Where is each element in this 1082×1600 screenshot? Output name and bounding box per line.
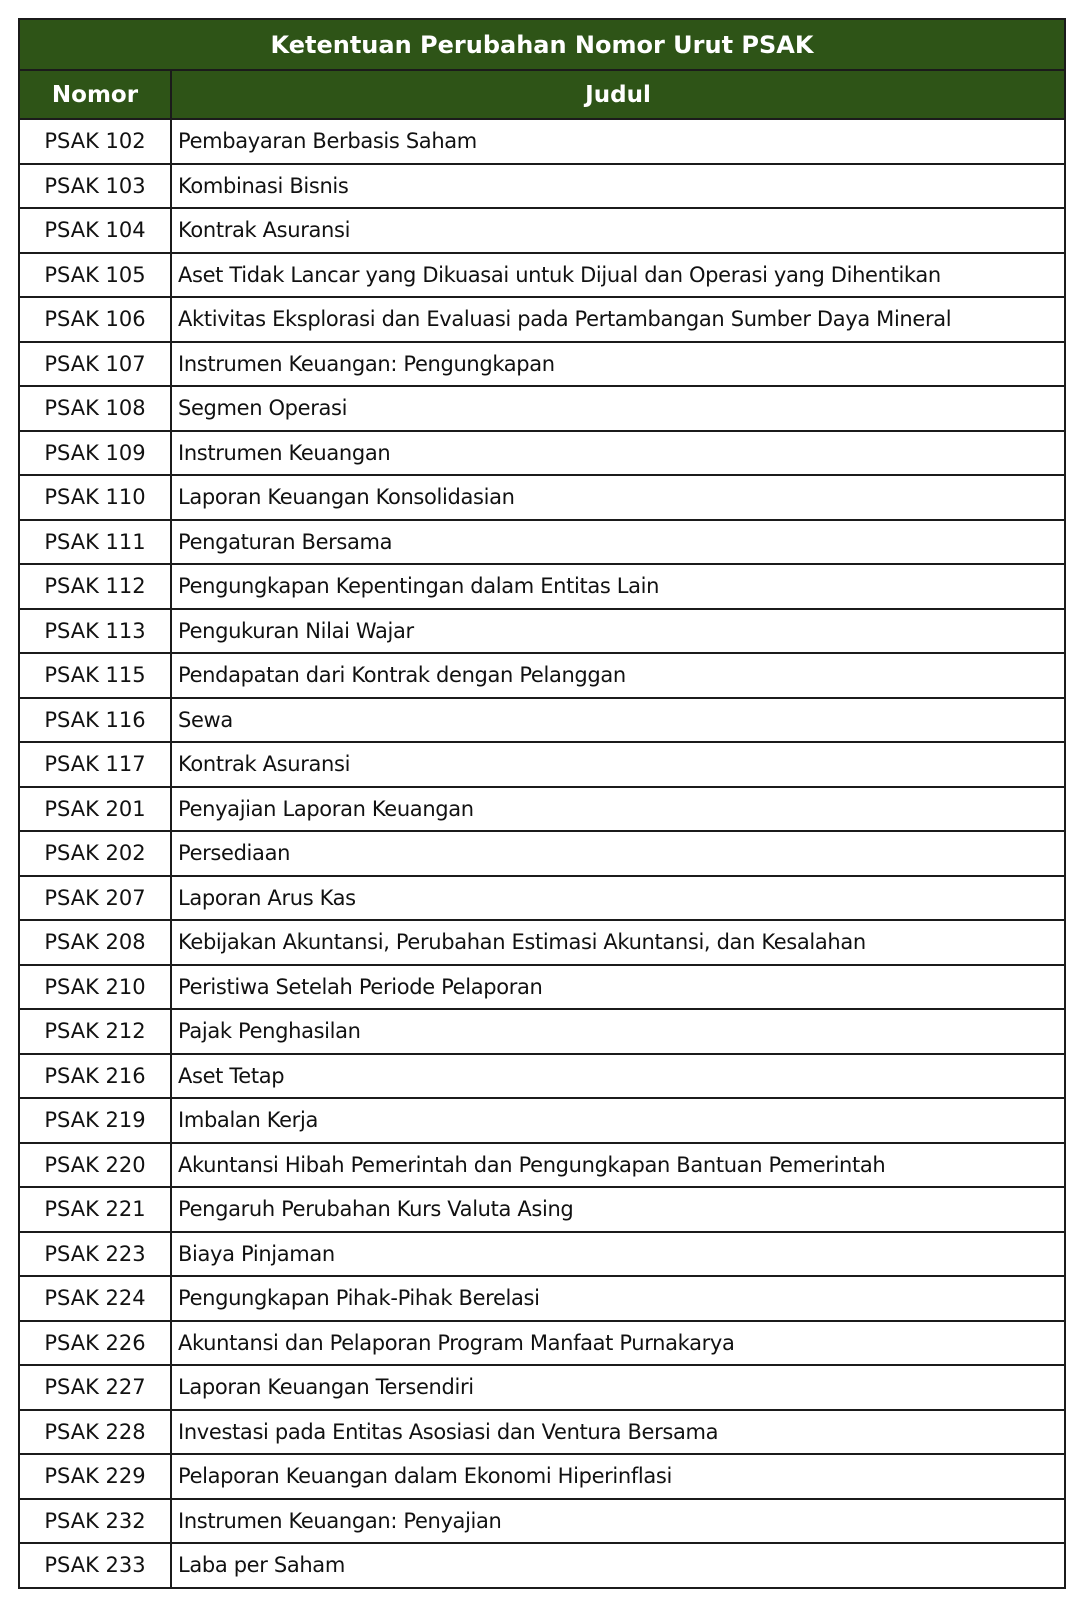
psak-table-container (18, 18, 1064, 1589)
cell-judul: Laporan Keuangan Tersendiri (171, 1365, 1065, 1410)
cell-judul: Pendapatan dari Kontrak dengan Pelanggan (171, 653, 1065, 698)
cell-nomor: PSAK 117 (19, 742, 171, 787)
table-row (19, 1276, 1065, 1321)
table-row (19, 920, 1065, 965)
cell-nomor: PSAK 232 (19, 1499, 171, 1544)
cell-judul: Pengaruh Perubahan Kurs Valuta Asing (171, 1187, 1065, 1232)
cell-judul: Instrumen Keuangan: Pengungkapan (171, 342, 1065, 387)
cell-nomor: PSAK 115 (19, 653, 171, 698)
cell-judul: Instrumen Keuangan: Penyajian (171, 1499, 1065, 1544)
cell-nomor: PSAK 110 (19, 475, 171, 520)
table-row (19, 119, 1065, 164)
table-row (19, 1365, 1065, 1410)
cell-judul: Investasi pada Entitas Asosiasi dan Ventura Bersama (171, 1410, 1065, 1455)
table-row (19, 1543, 1065, 1588)
cell-judul: Sewa (171, 698, 1065, 743)
column-header-nomor: Nomor (19, 70, 171, 119)
table-row (19, 1454, 1065, 1499)
cell-nomor: PSAK 221 (19, 1187, 171, 1232)
table-row (19, 431, 1065, 476)
cell-judul: Segmen Operasi (171, 386, 1065, 431)
cell-nomor: PSAK 219 (19, 1098, 171, 1143)
cell-nomor: PSAK 220 (19, 1143, 171, 1188)
cell-nomor: PSAK 109 (19, 431, 171, 476)
table-row (19, 876, 1065, 921)
cell-nomor: PSAK 229 (19, 1454, 171, 1499)
cell-judul: Aktivitas Eksplorasi dan Evaluasi pada Pertambangan Sumber Daya Mineral (171, 297, 1065, 342)
cell-judul: Pengukuran Nilai Wajar (171, 609, 1065, 654)
cell-judul: Pengungkapan Kepentingan dalam Entitas Lain (171, 564, 1065, 609)
cell-nomor: PSAK 227 (19, 1365, 171, 1410)
cell-nomor: PSAK 106 (19, 297, 171, 342)
cell-nomor: PSAK 113 (19, 609, 171, 654)
table-row (19, 1143, 1065, 1188)
cell-nomor: PSAK 108 (19, 386, 171, 431)
table-row (19, 1499, 1065, 1544)
cell-judul: Kebijakan Akuntansi, Perubahan Estimasi Akuntansi, dan Kesalahan (171, 920, 1065, 965)
table-row (19, 1098, 1065, 1143)
table-body (19, 119, 1065, 1588)
table-row (19, 1321, 1065, 1366)
cell-judul: Aset Tidak Lancar yang Dikuasai untuk Dijual dan Operasi yang Dihentikan (171, 253, 1065, 298)
table-row (19, 297, 1065, 342)
cell-judul: Instrumen Keuangan (171, 431, 1065, 476)
cell-judul: Persediaan (171, 831, 1065, 876)
cell-nomor: PSAK 223 (19, 1232, 171, 1277)
cell-judul: Aset Tetap (171, 1054, 1065, 1099)
cell-nomor: PSAK 102 (19, 119, 171, 164)
cell-nomor: PSAK 226 (19, 1321, 171, 1366)
table-row (19, 1232, 1065, 1277)
table-row (19, 742, 1065, 787)
cell-nomor: PSAK 104 (19, 208, 171, 253)
cell-judul: Biaya Pinjaman (171, 1232, 1065, 1277)
cell-judul: Laba per Saham (171, 1543, 1065, 1588)
cell-nomor: PSAK 224 (19, 1276, 171, 1321)
cell-judul: Pelaporan Keuangan dalam Ekonomi Hiperinflasi (171, 1454, 1065, 1499)
psak-number-change-table (18, 18, 1066, 1589)
cell-nomor: PSAK 207 (19, 876, 171, 921)
table-row (19, 164, 1065, 209)
table-row (19, 787, 1065, 832)
cell-judul: Pajak Penghasilan (171, 1009, 1065, 1054)
cell-nomor: PSAK 103 (19, 164, 171, 209)
table-row (19, 1187, 1065, 1232)
table-row (19, 1410, 1065, 1455)
table-row (19, 1009, 1065, 1054)
table-title-row (19, 19, 1065, 70)
table-row (19, 386, 1065, 431)
cell-nomor: PSAK 201 (19, 787, 171, 832)
table-row (19, 965, 1065, 1010)
cell-nomor: PSAK 233 (19, 1543, 171, 1588)
cell-nomor: PSAK 216 (19, 1054, 171, 1099)
table-row (19, 1054, 1065, 1099)
table-row (19, 698, 1065, 743)
cell-nomor: PSAK 107 (19, 342, 171, 387)
cell-judul: Kontrak Asuransi (171, 742, 1065, 787)
cell-judul: Akuntansi dan Pelaporan Program Manfaat Purnakarya (171, 1321, 1065, 1366)
cell-judul: Pengaturan Bersama (171, 520, 1065, 565)
column-header-judul: Judul (171, 70, 1065, 119)
cell-nomor: PSAK 212 (19, 1009, 171, 1054)
cell-judul: Kontrak Asuransi (171, 208, 1065, 253)
table-row (19, 342, 1065, 387)
cell-nomor: PSAK 210 (19, 965, 171, 1010)
table-row (19, 831, 1065, 876)
cell-nomor: PSAK 111 (19, 520, 171, 565)
table-row (19, 564, 1065, 609)
cell-nomor: PSAK 105 (19, 253, 171, 298)
cell-judul: Laporan Keuangan Konsolidasian (171, 475, 1065, 520)
cell-nomor: PSAK 228 (19, 1410, 171, 1455)
cell-judul: Kombinasi Bisnis (171, 164, 1065, 209)
cell-judul: Peristiwa Setelah Periode Pelaporan (171, 965, 1065, 1010)
cell-nomor: PSAK 202 (19, 831, 171, 876)
cell-judul: Akuntansi Hibah Pemerintah dan Pengungkapan Bantuan Pemerintah (171, 1143, 1065, 1188)
table-title: Ketentuan Perubahan Nomor Urut PSAK (19, 19, 1065, 70)
table-row (19, 253, 1065, 298)
table-row (19, 653, 1065, 698)
cell-judul: Laporan Arus Kas (171, 876, 1065, 921)
cell-judul: Imbalan Kerja (171, 1098, 1065, 1143)
cell-nomor: PSAK 116 (19, 698, 171, 743)
cell-judul: Pembayaran Berbasis Saham (171, 119, 1065, 164)
cell-judul: Pengungkapan Pihak-Pihak Berelasi (171, 1276, 1065, 1321)
cell-judul: Penyajian Laporan Keuangan (171, 787, 1065, 832)
cell-nomor: PSAK 208 (19, 920, 171, 965)
column-header-row (19, 70, 1065, 119)
table-row (19, 208, 1065, 253)
table-row (19, 475, 1065, 520)
table-row (19, 609, 1065, 654)
cell-nomor: PSAK 112 (19, 564, 171, 609)
table-row (19, 520, 1065, 565)
